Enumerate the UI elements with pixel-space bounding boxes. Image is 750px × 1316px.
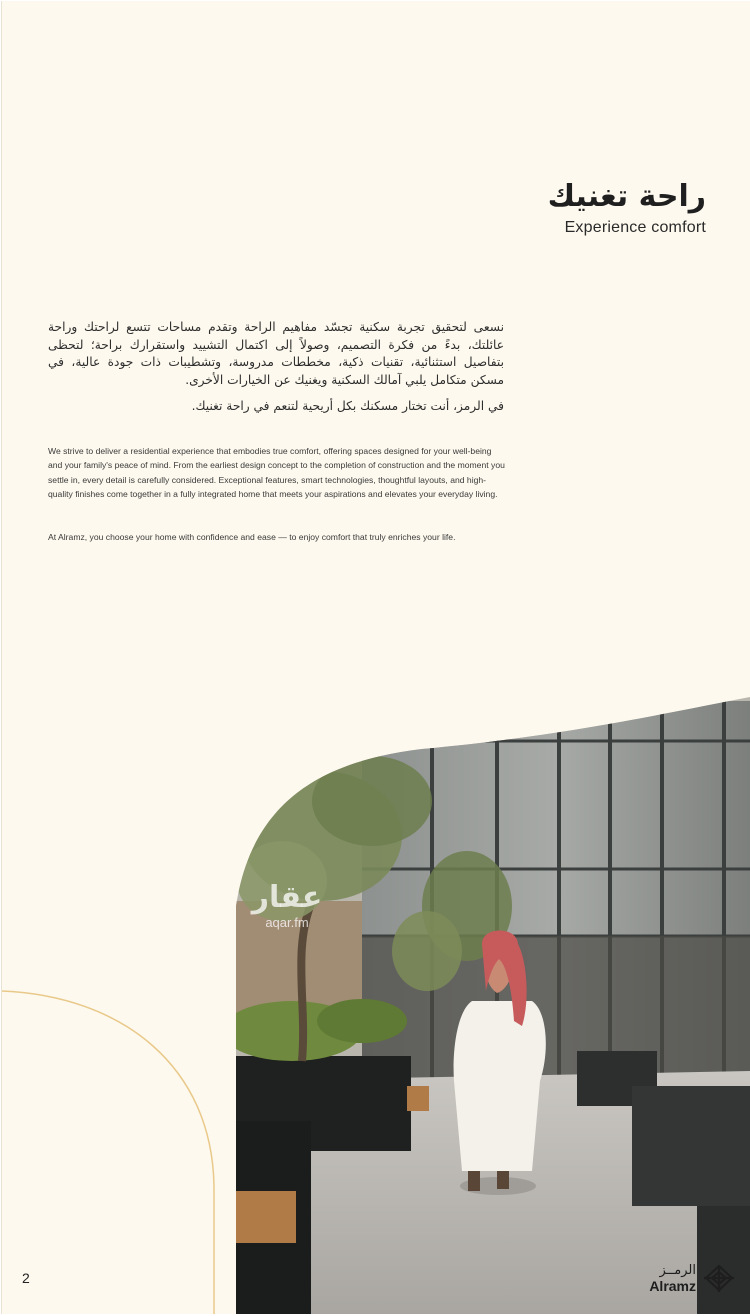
watermark-english: aqar.fm bbox=[265, 915, 309, 930]
alramz-logo bbox=[649, 1263, 736, 1294]
aqar-watermark bbox=[242, 881, 332, 931]
alramz-emblem-icon bbox=[702, 1264, 736, 1294]
brochure-page bbox=[1, 1, 750, 1314]
decorative-arc bbox=[2, 986, 242, 1314]
title-english: Experience comfort bbox=[564, 219, 706, 236]
body-english-paragraph-1: We strive to deliver a residential experience that embodies true comfort, offering spaces designed for your well-being and your family's peace of mind. From the earliest design concept to the completion of construction and the moment you settle in, every detail is carefully considered. Exceptional features, smart technologies, thoughtful layouts, and high-quality finishes come together in a fully integrated home that meets your aspirations and elevates your everyday living. bbox=[48, 446, 505, 499]
page-number: 2 bbox=[22, 1270, 30, 1286]
logo-arabic: الرمــز bbox=[659, 1263, 696, 1278]
title-arabic: راحة تغنيك bbox=[547, 179, 706, 214]
body-arabic-paragraph-1: نسعى لتحقيق تجربة سكنية تجسّد مفاهيم الراحة وتقدم مساحات تتسع لراحتك وراحة عائلتك، بدءً من فكرة التصميم، وصولاً إلى اكتمال التشييد واستقرارك براحة؛ لتحظى بتفاصيل استثنائية، تقنيات ذكية، مخططات مدروسة، وتشطيبات ذات جودة عالية، في مسكن متكامل يلبي آمالك السكنية ويغنيك عن الخيارات الأخرى. bbox=[48, 320, 504, 387]
watermark-arabic: عقار bbox=[251, 880, 323, 915]
body-english-paragraph-2: At Alramz, you choose your home with confidence and ease — to enjoy comfort that truly enriches your life. bbox=[48, 532, 456, 542]
logo-wordmark bbox=[649, 1263, 696, 1294]
logo-english: Alramz bbox=[649, 1278, 696, 1294]
body-arabic-paragraph-2: في الرمز، أنت تختار مسكنك بكل أريحية لتنعم في راحة تغنيك. bbox=[191, 399, 504, 413]
